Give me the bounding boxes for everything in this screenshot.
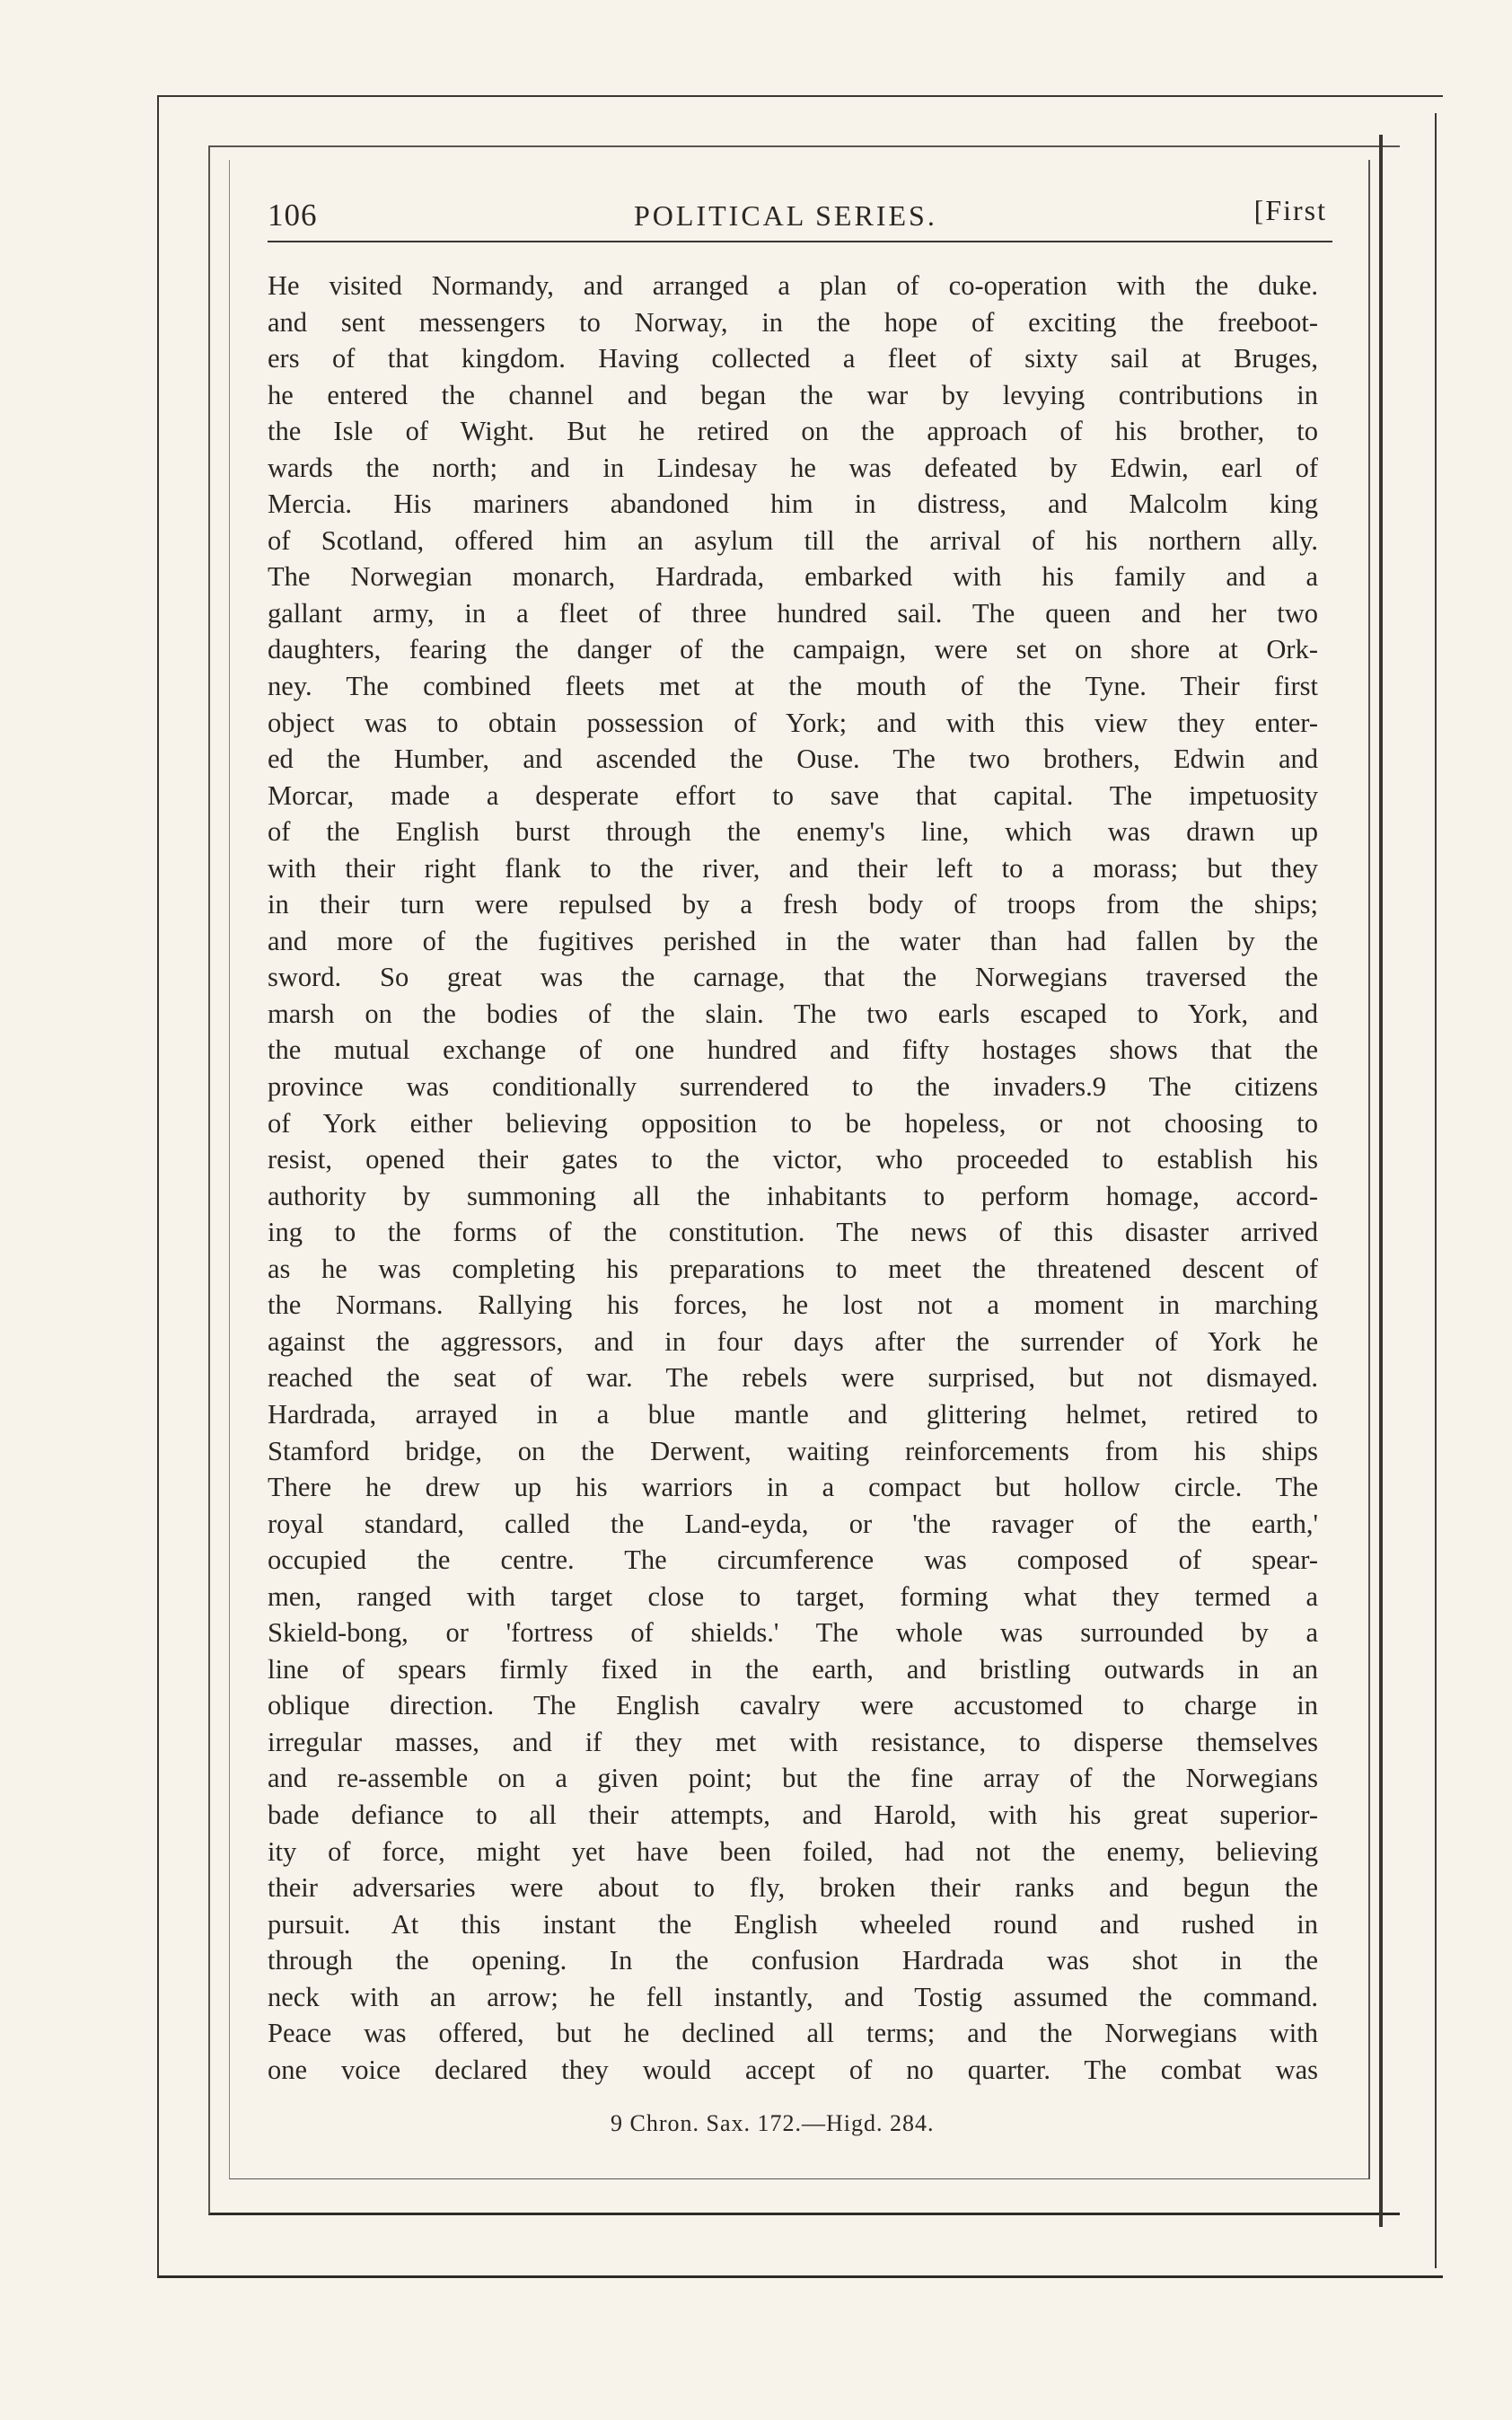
text-line: the Isle of Wight. But he retired on the approach of his brother, to <box>268 416 1318 447</box>
text-line: wards the north; and in Lindesay he was defeated by Edwin, earl of <box>268 452 1318 483</box>
running-head-section: [First <box>1253 194 1327 226</box>
text-line: ing to the forms of the constitution. The news of this disaster arrived <box>268 1217 1318 1248</box>
page-number: 106 <box>268 198 318 233</box>
text-line: men, ranged with target close to target, forming what they termed a <box>268 1580 1318 1612</box>
text-line: Hardrada, arrayed in a blue mantle and glittering helmet, retired to <box>268 1398 1318 1430</box>
text-line: he entered the channel and began the war by levying contributions in <box>268 379 1318 410</box>
running-title: POLITICAL SERIES. <box>634 199 937 232</box>
text-line: Morcar, made a desperate effort to save that capital. The impetuosity <box>268 779 1318 811</box>
text-line: and more of the fugitives perished in the water than had fallen by the <box>268 925 1318 956</box>
text-line: sword. So great was the carnage, that the Norwegians traversed the <box>268 962 1318 993</box>
text-line: royal standard, called the Land-eyda, or 'the ravager of the earth,' <box>268 1508 1318 1539</box>
text-line: ed the Humber, and ascended the Ouse. The two brothers, Edwin and <box>268 744 1318 775</box>
text-line: authority by summoning all the inhabitants to perform homage, accord- <box>268 1180 1318 1211</box>
text-line: in their turn were repulsed by a fresh body of troops from the ships; <box>268 889 1318 920</box>
text-line: the mutual exchange of one hundred and fifty hostages shows that the <box>268 1034 1318 1066</box>
text-line: occupied the centre. The circumference was composed of spear- <box>268 1544 1318 1576</box>
text-line: The Norwegian monarch, Hardrada, embarked with his family and a <box>268 561 1318 593</box>
text-line: irregular masses, and if they met with resistance, to disperse themselves <box>268 1726 1318 1757</box>
text-line: province was conditionally surrendered to the invaders.9 The citizens <box>268 1071 1318 1103</box>
text-line: ney. The combined fleets met at the mouth of the Tyne. Their first <box>268 671 1318 702</box>
text-line: oblique direction. The English cavalry were accustomed to charge in <box>268 1690 1318 1721</box>
page-header <box>268 192 1327 237</box>
text-line: of York either believing opposition to be hopeless, or not choosing to <box>268 1107 1318 1139</box>
footnote: 9 Chron. Sax. 172.—Higd. 284. <box>611 2110 935 2136</box>
text-line: and sent messengers to Norway, in the hope of exciting the freeboot- <box>268 306 1318 338</box>
text-line: neck with an arrow; he fell instantly, and Tostig assumed the command. <box>268 1981 1318 2012</box>
text-line: Skield-bong, or 'fortress of shields.' The whole was surrounded by a <box>268 1617 1318 1649</box>
body-text <box>268 268 1318 2088</box>
text-line: against the aggressors, and in four days after the surrender of York he <box>268 1325 1318 1357</box>
text-line: of the English burst through the enemy's line, which was drawn up <box>268 816 1318 848</box>
text-line: and re-assemble on a given point; but the fine array of the Norwegians <box>268 1763 1318 1794</box>
outer-frame-right-rule <box>1435 113 1437 2268</box>
text-line: Peace was offered, but he declined all terms; and the Norwegians with <box>268 2018 1318 2049</box>
text-line: Stamford bridge, on the Derwent, waiting reinforcements from his ships <box>268 1435 1318 1466</box>
text-line: object was to obtain possession of York; and with this view they enter- <box>268 707 1318 738</box>
text-line: gallant army, in a fleet of three hundred sail. The queen and her two <box>268 597 1318 629</box>
text-line: ity of force, might yet have been foiled, had not the enemy, believing <box>268 1835 1318 1867</box>
text-line: He visited Normandy, and arranged a plan of co-operation with the duke. <box>268 270 1318 301</box>
text-line: their adversaries were about to fly, broken their ranks and begun the <box>268 1872 1318 1904</box>
text-line: Mercia. His mariners abandoned him in distress, and Malcolm king <box>268 488 1318 520</box>
middle-frame-right-rule <box>1379 135 1383 2227</box>
text-line: as he was completing his preparations to meet the threatened descent of <box>268 1253 1318 1284</box>
text-line: the Normans. Rallying his forces, he lost not a moment in marching <box>268 1289 1318 1321</box>
text-line: of Scotland, offered him an asylum till the arrival of his northern ally. <box>268 524 1318 556</box>
text-line: marsh on the bodies of the slain. The two earls escaped to York, and <box>268 998 1318 1029</box>
text-line: reached the seat of war. The rebels were surprised, but not dismayed. <box>268 1362 1318 1394</box>
header-rule <box>268 241 1332 242</box>
text-line: resist, opened their gates to the victor, who proceeded to establish his <box>268 1144 1318 1175</box>
text-line: bade defiance to all their attempts, and Harold, with his great superior- <box>268 1799 1318 1830</box>
text-line: daughters, fearing the danger of the campaign, were set on shore at Ork- <box>268 634 1318 665</box>
text-line: pursuit. At this instant the English wheeled round and rushed in <box>268 1908 1318 1940</box>
text-line: with their right flank to the river, and their left to a morass; but they <box>268 852 1318 884</box>
text-line: There he drew up his warriors in a compact but hollow circle. The <box>268 1472 1318 1503</box>
text-line: one voice declared they would accept of no quarter. The combat was <box>268 2054 1318 2085</box>
text-line: line of spears firmly fixed in the earth, and bristling outwards in an <box>268 1653 1318 1685</box>
text-line: through the opening. In the confusion Hardrada was shot in the <box>268 1945 1318 1976</box>
text-line: ers of that kingdom. Having collected a fleet of sixty sail at Bruges, <box>268 343 1318 374</box>
